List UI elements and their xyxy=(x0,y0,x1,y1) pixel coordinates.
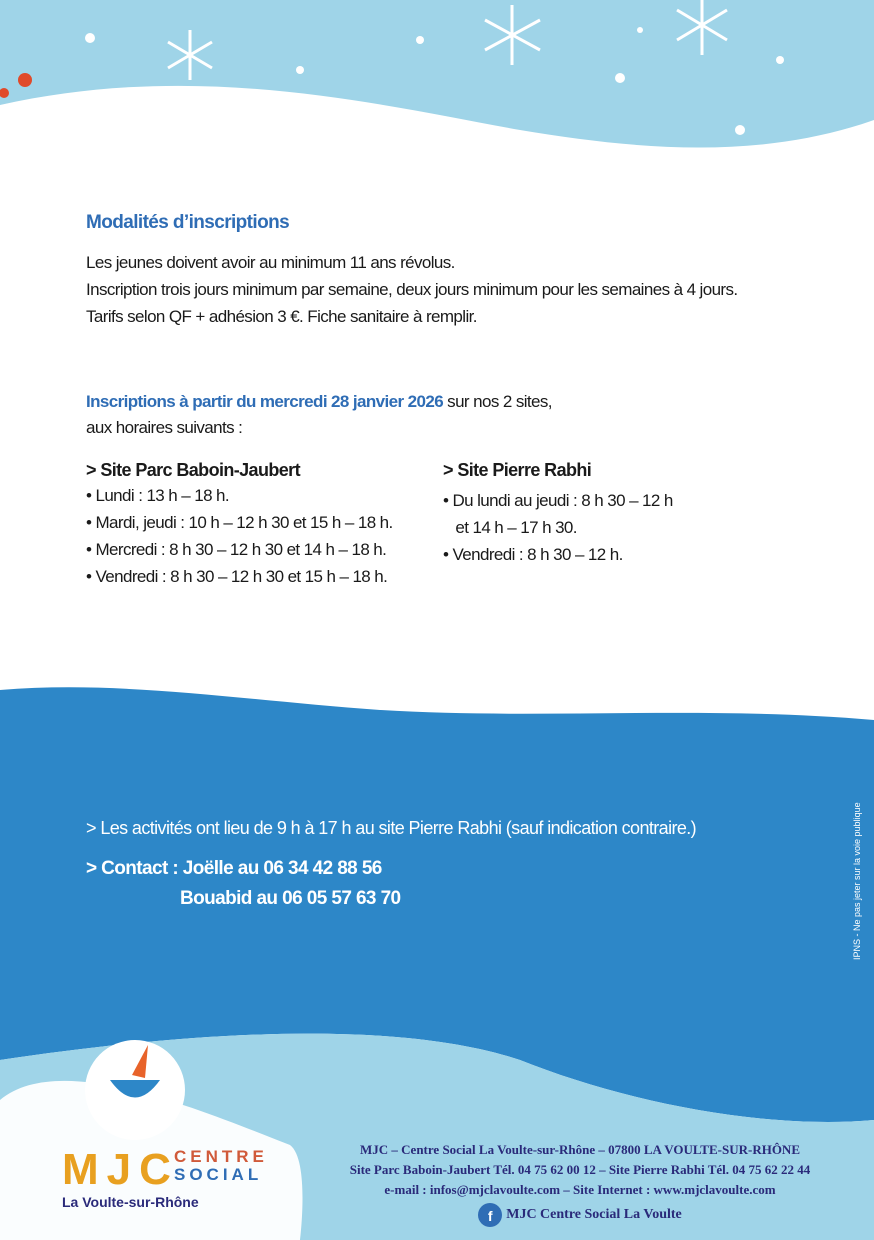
facebook-label: MJC Centre Social La Voulte xyxy=(506,1207,682,1223)
inscriptions-rest: sur nos 2 sites, xyxy=(443,392,552,411)
site-title: > Site Parc Baboin-Jaubert xyxy=(86,460,300,480)
modalites-line: Les jeunes doivent avoir au minimum 11 ans révolus. xyxy=(86,253,455,272)
site-hours: • Vendredi : 8 h 30 – 12 h 30 et 15 h – 18 h. xyxy=(86,567,388,586)
logo: MJC CENTRE SOCIAL La Voulte-sur-Rhône xyxy=(62,1145,268,1210)
activites-info: > Les activités ont lieu de 9 h à 17 h au site Pierre Rabhi (sauf indication contraire.) xyxy=(86,818,697,838)
inscriptions-line2: aux horaires suivants : xyxy=(86,418,243,437)
inscriptions-line xyxy=(86,389,552,415)
inscriptions-date: Inscriptions à partir du mercredi 28 janvier 2026 xyxy=(86,392,444,411)
modalites-line: Inscription trois jours minimum par semaine, deux jours minimum pour les semaines à 4 jours. xyxy=(86,280,738,299)
footer-facebook[interactable] xyxy=(300,1203,860,1227)
modalites-title: Modalités d’inscriptions xyxy=(86,212,290,233)
site-hours: • Du lundi au jeudi : 8 h 30 – 12 h xyxy=(443,491,673,510)
site-hours: • Vendredi : 8 h 30 – 12 h. xyxy=(443,545,623,564)
facebook-icon: f xyxy=(478,1203,502,1227)
ipns-note: IPNS - Ne pas jeter sur la voie publique xyxy=(852,802,862,960)
site-hours: • Mardi, jeudi : 10 h – 12 h 30 et 15 h – 18 h. xyxy=(86,513,393,532)
contact-2: Bouabid au 06 05 57 63 70 xyxy=(180,888,401,909)
site-hours: et 14 h – 17 h 30. xyxy=(443,518,577,537)
modalites-line: Tarifs selon QF + adhésion 3 €. Fiche sanitaire à remplir. xyxy=(86,307,477,326)
footer-address: MJC – Centre Social La Voulte-sur-Rhône – 07800 LA VOULTE-SUR-RHÔNE xyxy=(360,1142,800,1157)
contact-1: > Contact : Joëlle au 06 34 42 88 56 xyxy=(86,858,382,879)
footer-phones: Site Parc Baboin-Jaubert Tél. 04 75 62 00 12 – Site Pierre Rabhi Tél. 04 75 62 22 44 xyxy=(349,1162,811,1177)
site-title: > Site Pierre Rabhi xyxy=(443,460,592,480)
footer-web: e-mail : infos@mjclavoulte.com – Site Internet : www.mjclavoulte.com xyxy=(384,1182,776,1197)
site-hours: • Lundi : 13 h – 18 h. xyxy=(86,486,230,505)
site-hours: • Mercredi : 8 h 30 – 12 h 30 et 14 h – 18 h. xyxy=(86,540,387,559)
